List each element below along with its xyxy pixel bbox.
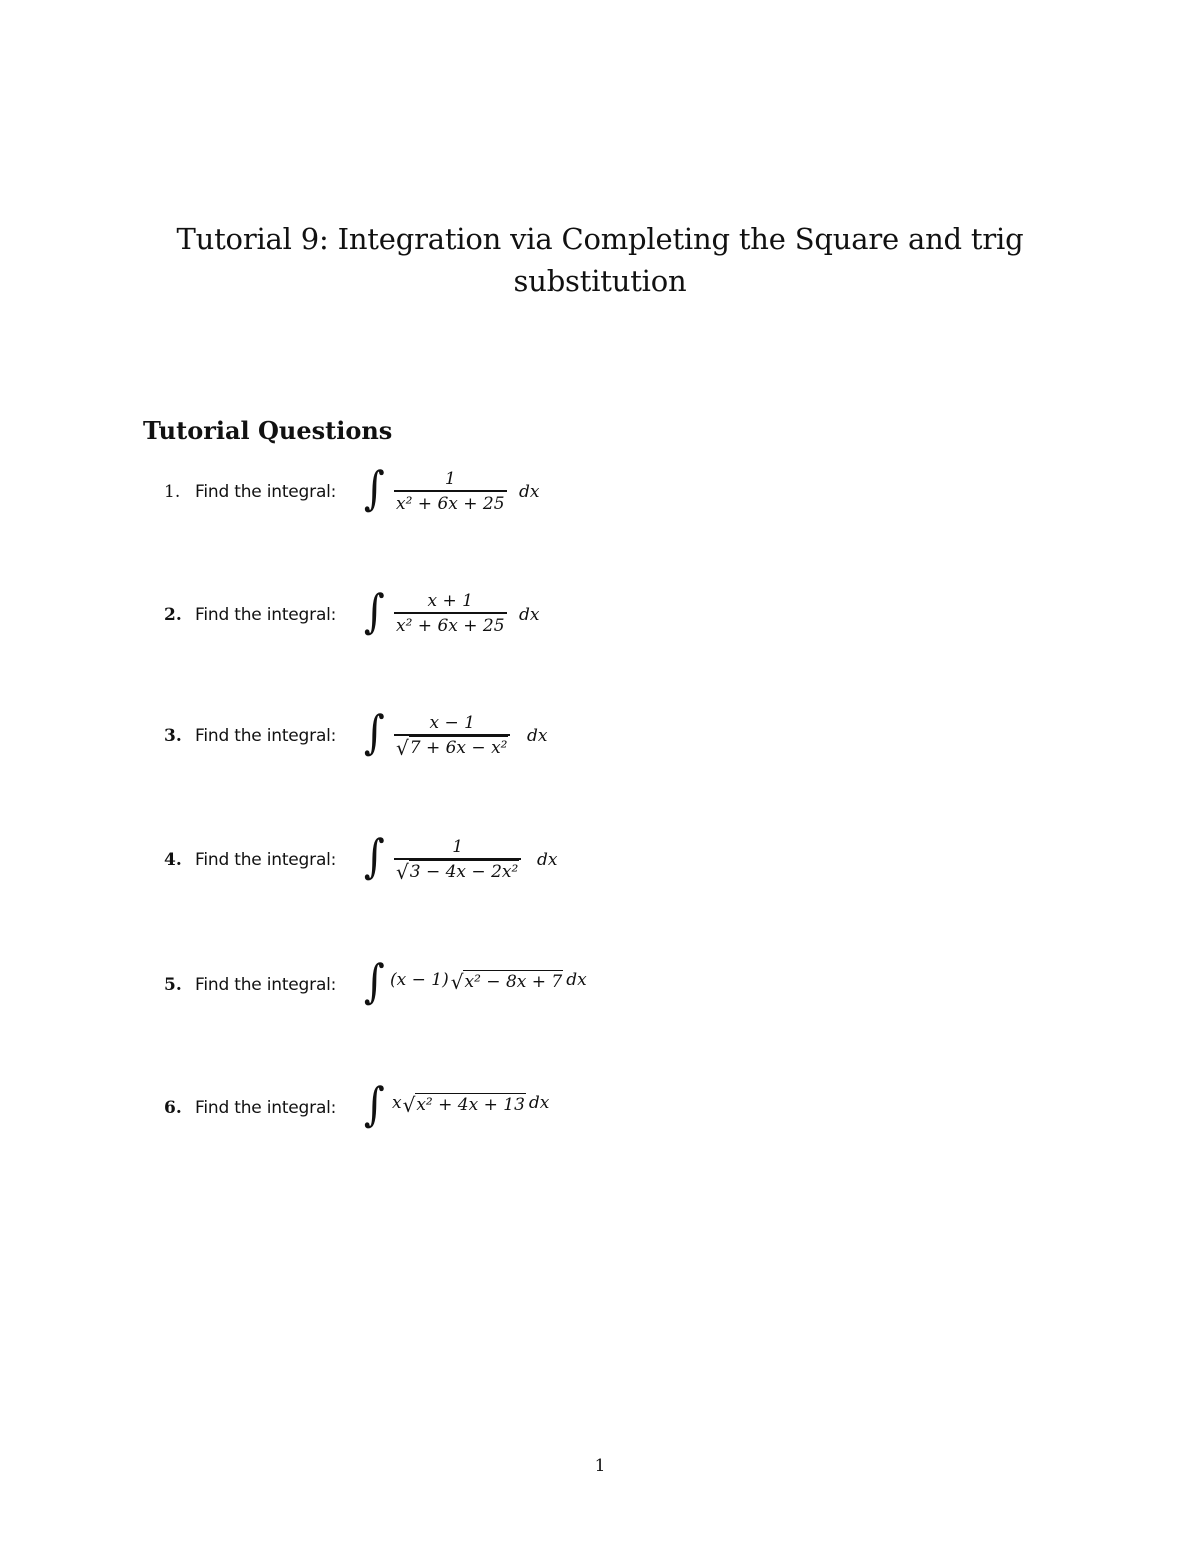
question-number: 5. [164, 975, 182, 995]
numerator: 1 [452, 837, 464, 857]
differential: dx [537, 850, 558, 870]
question-number: 3. [164, 726, 182, 746]
denominator: x² + 6x + 25 [396, 493, 505, 514]
document-title: Tutorial 9: Integration via Completing the Square and trig substitution [176, 222, 1024, 298]
question-6 [164, 1078, 864, 1141]
square-root [396, 860, 519, 882]
integral-sign: ∫ [364, 462, 385, 516]
numerator: x − 1 [429, 713, 475, 733]
question-number: 4. [164, 850, 182, 870]
square-root [451, 970, 563, 992]
question-2 [164, 585, 864, 650]
question-5 [164, 955, 864, 1018]
integrand [390, 968, 587, 992]
differential: dx [519, 605, 540, 625]
factor: x [392, 1093, 402, 1113]
radicand: x² − 8x + 7 [464, 972, 563, 992]
question-prompt: Find the integral: [195, 850, 337, 870]
question-3 [164, 706, 864, 772]
question-prompt: Find the integral: [195, 726, 337, 746]
page-number: 1 [594, 1456, 606, 1476]
radical-sign: √ [402, 1093, 416, 1117]
differential: dx [566, 970, 587, 990]
square-root [403, 1093, 526, 1115]
fraction [394, 590, 507, 638]
differential: dx [527, 726, 548, 746]
denominator [394, 860, 521, 886]
denominator [394, 736, 510, 762]
question-number: 2. [164, 605, 182, 625]
denominator: x² + 6x + 25 [396, 615, 505, 636]
factor: (x − 1) [390, 970, 449, 990]
question-prompt: Find the integral: [195, 482, 337, 502]
radical-sign: √ [396, 735, 409, 760]
differential: dx [528, 1093, 550, 1113]
fraction [394, 712, 510, 762]
question-number: 1. [164, 482, 181, 502]
fraction [394, 468, 507, 516]
question-prompt: Find the integral: [195, 975, 337, 995]
radicand: x² + 4x + 13 [416, 1095, 525, 1115]
radicand: 7 + 6x − x² [409, 737, 508, 758]
radical-sign: √ [450, 970, 464, 994]
fraction [394, 836, 521, 886]
integral-sign: ∫ [364, 706, 385, 760]
question-prompt: Find the integral: [195, 605, 337, 625]
question-1 [164, 462, 864, 528]
square-root [396, 736, 508, 758]
radicand: 3 − 4x − 2x² [409, 861, 519, 882]
integral-sign: ∫ [364, 830, 385, 884]
question-prompt: Find the integral: [195, 1098, 337, 1118]
integral-sign: ∫ [364, 1078, 385, 1132]
question-4 [164, 830, 864, 896]
integral-sign: ∫ [364, 585, 385, 639]
radical-sign: √ [396, 859, 409, 884]
integral-sign: ∫ [364, 955, 385, 1009]
differential: dx [519, 482, 540, 502]
question-number: 6. [164, 1098, 182, 1118]
integrand [392, 1091, 549, 1115]
numerator: x + 1 [427, 591, 473, 611]
section-heading: Tutorial Questions [143, 416, 393, 445]
numerator: 1 [444, 469, 456, 489]
